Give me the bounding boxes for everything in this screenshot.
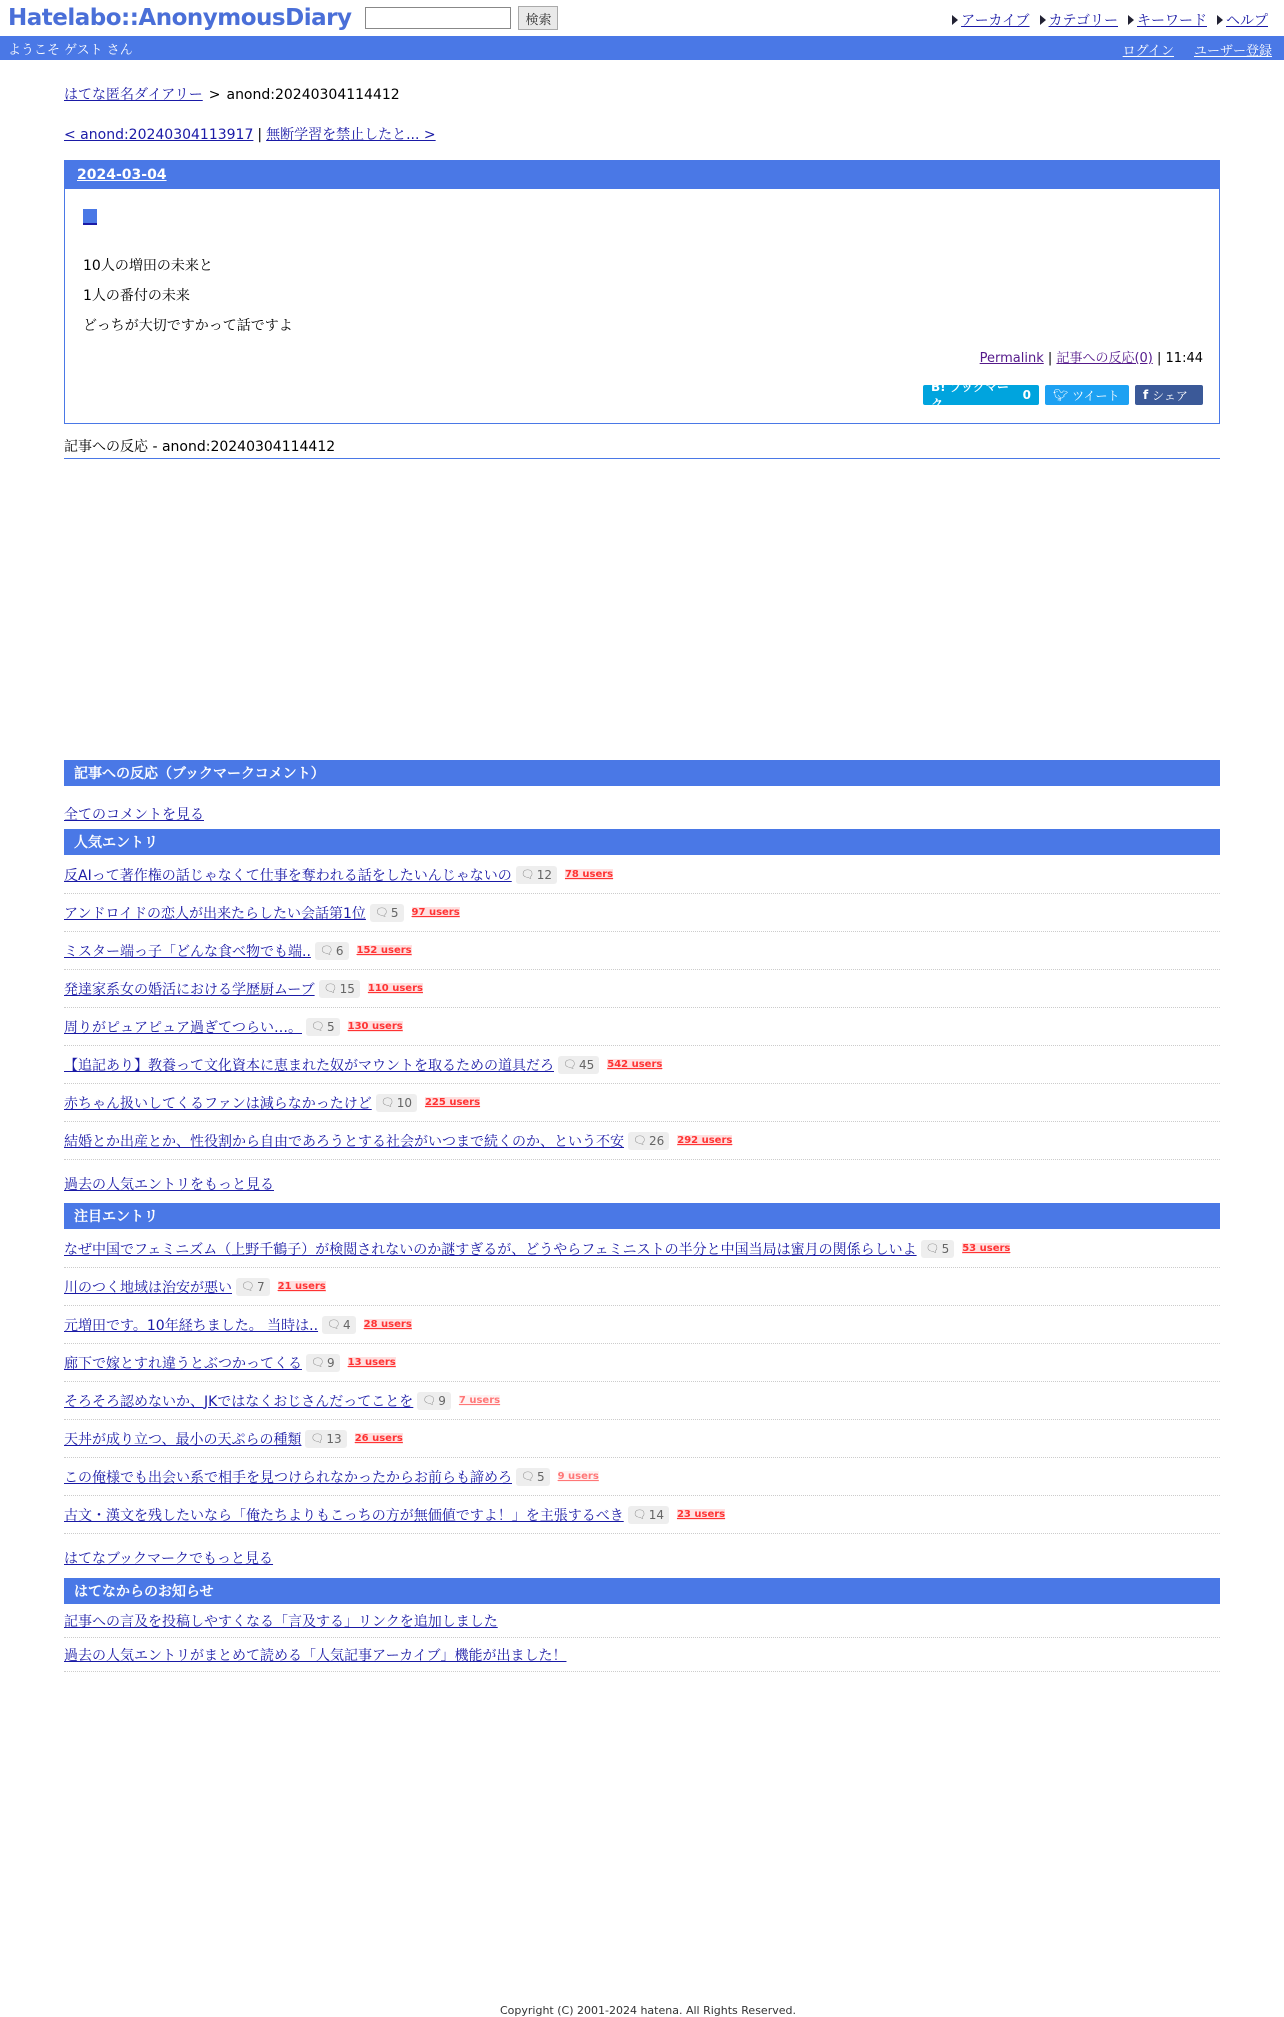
- reactions-title: 記事への反応 - anond:20240304114412: [64, 436, 1220, 459]
- comment-count-badge[interactable]: [315, 942, 349, 960]
- account-links: [1123, 40, 1272, 59]
- share-buttons: [923, 380, 1203, 411]
- meta-separator: |: [1157, 351, 1162, 366]
- comment-count: 5: [390, 905, 399, 920]
- list-item: [64, 1306, 1220, 1344]
- popular-entries-list: [64, 856, 1220, 1160]
- bookmark-users-link[interactable]: 9 users: [557, 1471, 599, 1482]
- entry-title-link[interactable]: 元増田です。10年経ちました。 当時は..: [64, 1317, 319, 1334]
- user-bar: [0, 36, 1284, 60]
- comment-count: 9: [438, 1393, 446, 1408]
- entry-date-header: [65, 161, 1219, 189]
- bookmark-users-link[interactable]: 225 users: [424, 1097, 481, 1108]
- entry-title-link[interactable]: 周りがピュアピュア過ぎてつらい…。: [64, 1019, 302, 1036]
- hot-entries-header: 注目エントリ: [64, 1203, 1220, 1229]
- bookmark-users-link[interactable]: 21 users: [277, 1281, 326, 1292]
- comment-count: 7: [256, 1279, 265, 1294]
- entry-title-link[interactable]: 反AIって著作権の話じゃなくて仕事を奪われる話をしたいんじゃないの: [64, 867, 512, 884]
- comment-count: 6: [335, 943, 344, 958]
- comment-count: 5: [326, 1019, 335, 1034]
- entry-title-link[interactable]: ミスター端っ子「どんな食べ物でも端..: [64, 943, 311, 960]
- comment-count: 4: [343, 1317, 351, 1332]
- bookmark-users-link[interactable]: 110 users: [367, 983, 423, 994]
- bookmark-comments-header: 記事への反応（ブックマークコメント）: [64, 760, 1220, 786]
- comment-count-badge[interactable]: [305, 1430, 346, 1448]
- bookmark-users-link[interactable]: 130 users: [347, 1021, 403, 1032]
- nav-keyword[interactable]: [1128, 10, 1207, 30]
- comment-count-badge[interactable]: [921, 1240, 955, 1258]
- comment-icon: 🗨︎: [374, 906, 389, 919]
- nav-help[interactable]: [1217, 10, 1268, 30]
- comment-count-badge[interactable]: [558, 1056, 599, 1074]
- entry-title-link[interactable]: 古文・漢文を残したいなら「俺たちよりもこっちの方が無価値ですよ！」を主張するべき: [64, 1507, 624, 1524]
- comment-count-badge[interactable]: [376, 1094, 417, 1112]
- bookmark-users-link[interactable]: 26 users: [354, 1433, 403, 1444]
- list-item: [64, 1268, 1220, 1306]
- notices-list: [64, 1604, 1220, 1672]
- entry-time: 11:44: [1165, 351, 1203, 366]
- comment-icon: 🗨︎: [310, 1432, 325, 1445]
- meta-separator: |: [1047, 351, 1053, 366]
- list-item: [64, 856, 1220, 894]
- comment-icon: 🗨︎: [632, 1508, 647, 1521]
- comment-icon: 🗨︎: [241, 1280, 255, 1293]
- list-item: [64, 1084, 1220, 1122]
- more-popular-link[interactable]: 過去の人気エントリをもっと見る: [64, 1177, 274, 1193]
- permalink[interactable]: Permalink: [979, 351, 1044, 366]
- comment-count: 13: [326, 1431, 342, 1446]
- notice-link[interactable]: 過去の人気エントリがまとめて読める「人気記事アーカイブ」機能が出ました！: [64, 1647, 567, 1664]
- breadcrumb-separator: >: [208, 87, 221, 103]
- triangle-right-icon: [1217, 15, 1223, 25]
- entry-title-link[interactable]: 天丼が成り立つ、最小の天ぷらの種類: [64, 1431, 302, 1448]
- notice-link[interactable]: 記事への言及を投稿しやすくなる「言及する」リンクを追加しました: [64, 1613, 498, 1630]
- comment-icon: 🗨︎: [563, 1058, 577, 1071]
- footer-copyright: Copyright (C) 2001-2024 hatena. All Rights Reserved.: [500, 2004, 796, 2017]
- list-item: [64, 1496, 1220, 1534]
- bookmark-users-link[interactable]: 7 users: [458, 1395, 501, 1406]
- comment-icon: 🗨︎: [323, 982, 338, 995]
- facebook-share-label: シェア: [1152, 388, 1188, 403]
- comment-icon: 🗨︎: [521, 1470, 535, 1483]
- notice-item: [64, 1604, 1220, 1638]
- notice-item: [64, 1638, 1220, 1672]
- list-item: [64, 1344, 1220, 1382]
- comment-count-badge[interactable]: [628, 1132, 669, 1150]
- comment-count: 45: [578, 1057, 595, 1072]
- diary-entry: [64, 160, 1220, 424]
- comment-count-badge[interactable]: [236, 1278, 270, 1296]
- comment-icon: 🗨︎: [925, 1242, 940, 1255]
- comment-icon: 🗨︎: [520, 868, 535, 881]
- hatena-bookmark-button[interactable]: [923, 380, 1039, 411]
- entry-title-link[interactable]: そろそろ認めないか、JKではなくおじさんだってことを: [64, 1393, 414, 1410]
- welcome-text: ようこそ ゲスト さん: [8, 42, 133, 58]
- comment-count-badge[interactable]: [306, 1354, 340, 1372]
- more-hatena-bookmark-link[interactable]: はてなブックマークでもっと見る: [64, 1551, 274, 1567]
- bookmark-count: 0: [1022, 388, 1031, 402]
- list-item: [64, 1230, 1220, 1268]
- entry-date[interactable]: 2024-03-04: [77, 167, 167, 183]
- bookmark-users-link[interactable]: 23 users: [676, 1509, 726, 1520]
- notices-header: はてなからのお知らせ: [64, 1578, 1220, 1604]
- bookmark-users-link[interactable]: 78 users: [564, 869, 614, 880]
- nav-keyword-link[interactable]: キーワード: [1137, 13, 1207, 29]
- next-entry-link[interactable]: 無断学習を禁止したと... >: [266, 127, 436, 143]
- breadcrumb-home[interactable]: はてな匿名ダイアリー: [64, 87, 203, 103]
- comment-count-badge[interactable]: [417, 1392, 451, 1410]
- bookmark-users-link[interactable]: 28 users: [363, 1319, 412, 1330]
- comment-count: 15: [339, 981, 355, 996]
- pager-separator: |: [257, 127, 263, 143]
- register-link[interactable]: ユーザー登録: [1193, 44, 1272, 59]
- comment-icon: 🗨︎: [319, 944, 334, 957]
- comment-count: 5: [536, 1469, 545, 1484]
- list-item: [64, 1458, 1220, 1496]
- entry-title-link[interactable]: 発達家系女の婚活における学歴厨ムーブ: [64, 981, 315, 998]
- bookmark-users-link[interactable]: 97 users: [411, 907, 460, 918]
- comment-icon: 🗨︎: [633, 1134, 647, 1147]
- comment-count-badge[interactable]: [628, 1506, 669, 1524]
- nav-help-link[interactable]: ヘルプ: [1226, 13, 1268, 29]
- comment-count-badge[interactable]: [516, 866, 557, 884]
- list-item: [64, 894, 1220, 932]
- comment-count-badge[interactable]: [306, 1018, 340, 1036]
- comment-count-badge[interactable]: [322, 1316, 356, 1334]
- login-link[interactable]: ログイン: [1122, 44, 1174, 59]
- comment-count-badge[interactable]: [516, 1468, 550, 1486]
- entry-title-link[interactable]: なぜ中国でフェミニズム（上野千鶴子）が検閲されないのか謎すぎるが、どうやらフェミニストの半分と中国当局は蜜月の関係らしいよ: [64, 1241, 917, 1258]
- list-item: [64, 1008, 1220, 1046]
- entry-title-link[interactable]: 廊下で嫁とすれ違うとぶつかってくる: [64, 1355, 302, 1372]
- entry-title-link[interactable]: 川のつく地域は治安が悪い: [64, 1279, 232, 1296]
- tweet-button[interactable]: [1045, 385, 1129, 405]
- bookmark-users-link[interactable]: 152 users: [356, 945, 412, 956]
- hot-entries-list: [64, 1230, 1220, 1534]
- bookmark-users-link[interactable]: 542 users: [607, 1059, 663, 1070]
- comment-count: 5: [941, 1241, 950, 1256]
- triangle-right-icon: [952, 15, 958, 25]
- comment-count: 14: [648, 1507, 664, 1522]
- comment-count-badge[interactable]: [370, 904, 404, 922]
- comment-icon: 🗨︎: [380, 1096, 395, 1109]
- search-input[interactable]: [365, 7, 511, 29]
- bookmark-users-link[interactable]: 53 users: [962, 1243, 1011, 1254]
- comment-icon: 🗨︎: [311, 1356, 325, 1369]
- comment-count: 10: [396, 1095, 412, 1110]
- entry-meta: [980, 347, 1203, 366]
- comment-icon: 🗨︎: [327, 1318, 342, 1331]
- top-header: [0, 0, 1284, 36]
- comment-count: 9: [326, 1355, 335, 1370]
- twitter-bird-icon: 🐦︎: [1053, 388, 1069, 402]
- entry-title-link[interactable]: この俺様でも出会い系で相手を見つけられなかったからお前らも諦めろ: [64, 1469, 512, 1486]
- entry-title-link[interactable]: 【追記あり】教養って文化資本に恵まれた奴がマウントを取るための道具だろ: [64, 1057, 554, 1074]
- facebook-share-button[interactable]: [1135, 385, 1203, 405]
- breadcrumb: [64, 84, 400, 104]
- entry-title-link[interactable]: 結婚とか出産とか、性役割から自由であろうとする社会がいつまで続くのか、という不安: [64, 1133, 624, 1150]
- entry-line: 10人の増田の未来と: [83, 258, 213, 274]
- entry-title-link[interactable]: 赤ちゃん扱いしてくるファンは減らなかったけど: [64, 1095, 372, 1112]
- list-item: [64, 970, 1220, 1008]
- prev-entry-link[interactable]: < anond:20240304113917: [64, 127, 254, 143]
- list-item: [64, 932, 1220, 970]
- list-item: [64, 1420, 1220, 1458]
- triangle-right-icon: [1128, 15, 1134, 25]
- entry-body: [83, 251, 293, 341]
- list-item: [64, 1382, 1220, 1420]
- all-comments-link[interactable]: 全てのコメントを見る: [64, 807, 204, 823]
- list-item: [64, 1046, 1220, 1084]
- list-item: [64, 1122, 1220, 1160]
- comment-icon: 🗨︎: [422, 1394, 437, 1407]
- nav-archive-link[interactable]: アーカイブ: [961, 13, 1030, 29]
- top-nav: [952, 10, 1268, 30]
- entry-anchor-icon[interactable]: [83, 209, 97, 225]
- entry-title-link[interactable]: アンドロイドの恋人が出来たらしたい会話第1位: [64, 905, 366, 922]
- comment-count-badge[interactable]: [319, 980, 360, 998]
- entry-line: 1人の番付の未来: [83, 288, 190, 304]
- nav-category[interactable]: [1040, 10, 1118, 30]
- triangle-right-icon: [1040, 15, 1046, 25]
- comment-icon: 🗨︎: [311, 1020, 325, 1033]
- comment-count: 26: [648, 1133, 665, 1148]
- entry-pager: [64, 124, 436, 144]
- reactions-link[interactable]: 記事への反応(0): [1056, 351, 1153, 366]
- popular-entries-header: 人気エントリ: [64, 829, 1220, 855]
- nav-archive[interactable]: [952, 10, 1029, 30]
- facebook-icon: f: [1143, 388, 1149, 402]
- bookmark-users-link[interactable]: 292 users: [677, 1135, 733, 1146]
- entry-line: どっちが大切ですかって話ですよ: [83, 318, 293, 334]
- tweet-label: ツイート: [1072, 388, 1120, 403]
- nav-category-link[interactable]: カテゴリー: [1048, 13, 1118, 29]
- breadcrumb-current: anond:20240304114412: [226, 87, 400, 103]
- hatena-bookmark-label: B! ブックマーク: [931, 380, 1009, 411]
- bookmark-users-link[interactable]: 13 users: [347, 1357, 396, 1368]
- comment-count: 12: [536, 867, 552, 882]
- site-logo[interactable]: Hatelabo::AnonymousDiary: [8, 5, 352, 31]
- search-button[interactable]: 検索: [518, 6, 558, 30]
